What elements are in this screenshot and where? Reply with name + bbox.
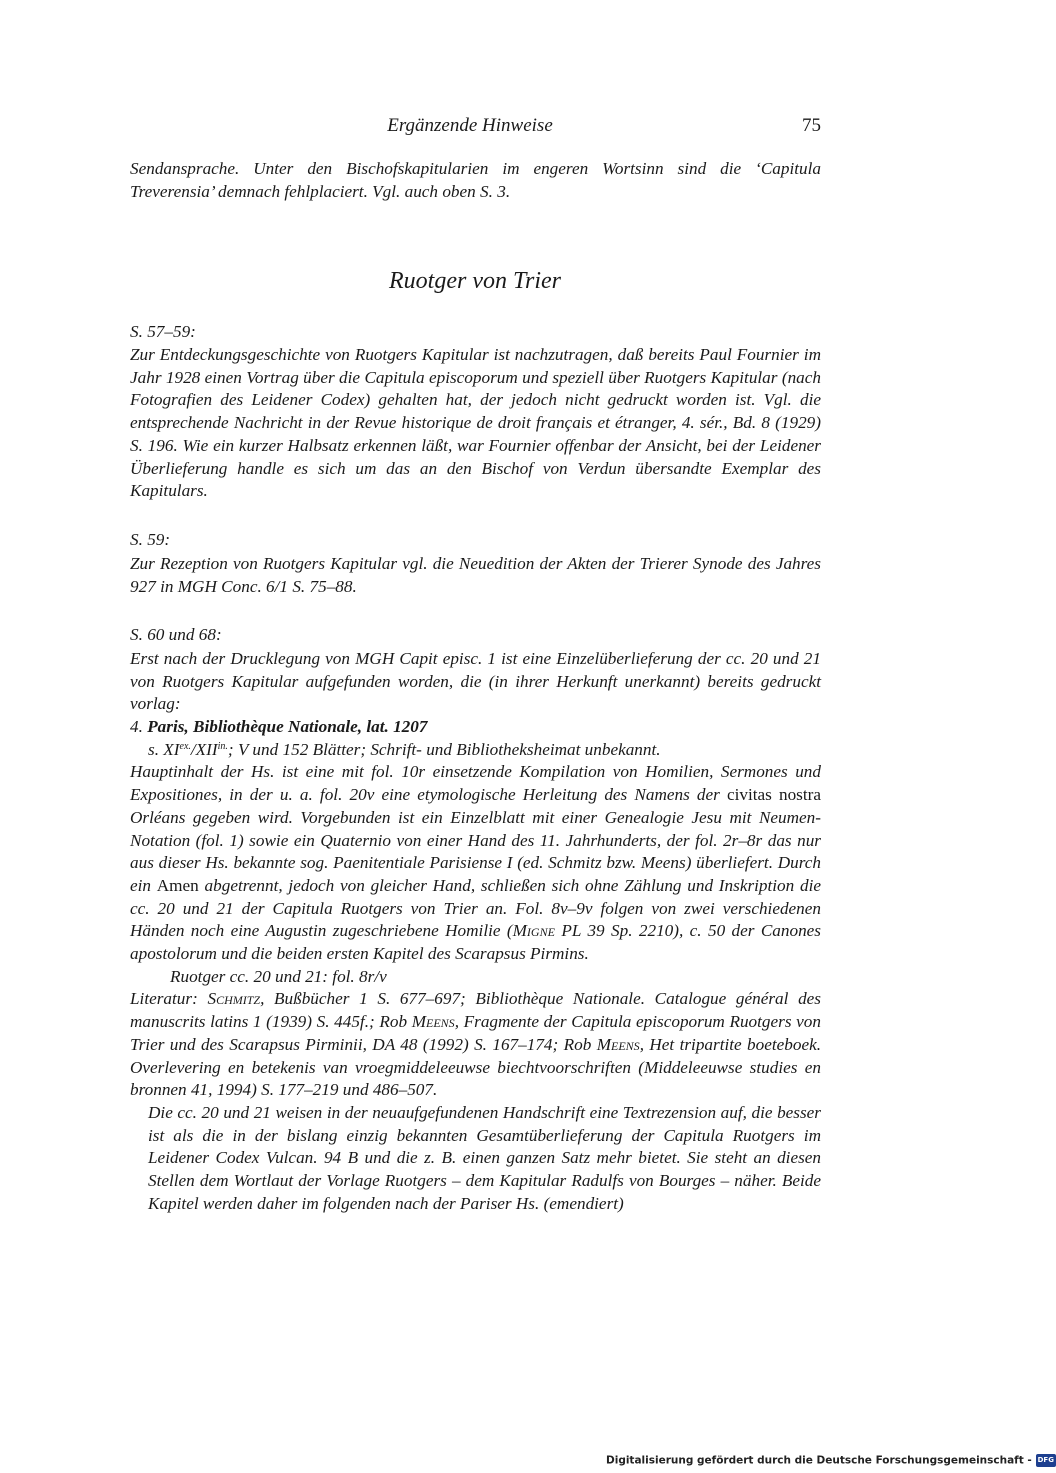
page-number: 75 [802,115,821,136]
date-rest: ; V und 152 Blätter; Schrift- und Bibliotheksheimat unbekannt. [227,739,661,759]
manuscript-content [130,761,821,965]
ruotger-folio-line: Ruotger cc. 20 und 21: fol. 8r/v [170,966,387,986]
manuscript-date [130,739,821,762]
lit-a: Literatur: [130,989,208,1009]
content-b: Orléans gegeben wird. Vorgebunden ist ein Einzelblatt mit einer Genealogie Jesu mit Neumen-Notation (fol. 1) sowie ein Quaternio von einer Hand des 11. Jahrhunderts, der fol. 2r–8r das nur aus dieser Hs. bekannte sog. Paenitentiale Parisiense I (ed. Schmitz bzw. Meens) überliefert. Durch ein [130,807,821,895]
content-a: Hauptinhalt der Hs. ist eine mit fol. 10r einsetzende Kompilation von Homilien, Sermones und Expositiones, in der u. a. fol. 20v eine etymologische Herleitung des Namens der [130,762,821,805]
author-schmitz: Schmitz [207,989,261,1009]
section-heading: Ruotger von Trier [389,268,561,294]
literature [130,988,821,1102]
entry-label: S. 59: [130,530,171,549]
content-c: abgetrennt, jedoch von gleicher Hand, schließen sich ohne Zählung und Inskription die cc. 20 und 21 der Capitula Ruotgers von Trier an. Fol. 8v–9v folgen von zwei verschiedenen Händen noch eine Augustin zugeschriebene Homilie ( [130,875,821,941]
entry-label: S. 60 und 68: [130,625,222,644]
date-mid: /XII [190,739,218,759]
entry-text: Zur Entdeckungsgeschichte von Ruotgers Kapitular ist nachzutragen, daß bereits Paul Fournier im Jahr 1928 einen Vortrag über die Capitula episcoporum und speziell über Ruotgers Kapitular (nach Fotografien des Leidener Codex) gehalten hat, der jedoch nicht gedruckt worden ist. Vgl. die entsprechende Nachricht in der Revue historique de droit français et étranger, 4. sér., Bd. 8 (1929) S. 196. Wie ein kurzer Halbsatz erkennen läßt, war Fournier offenbar der Ansicht, bei der Leidener Überlieferung handle es sich um das an den Bischof von Verdun übersandte Exemplar des Kapitulars. [130,345,821,501]
lit-c: , Fragmente der Capitula episcoporum Ruotgers von Trier und des Scarapsus Pirminii, DA 48 (1992) S. 167–174; Rob [130,1012,821,1054]
date-sup-ex: ex. [179,740,191,752]
running-header-title: Ergänzende Hinweise [387,115,553,136]
entry-text: Erst nach der Drucklegung von MGH Capit episc. 1 ist eine Einzelüberlieferung der cc. 20 und 21 von Ruotgers Kapitular aufgefunden worden, die (in ihrer Herkunft unerkannt) bereits gedruckt vorlag: [130,649,821,714]
date-sup-in: in. [217,740,228,752]
content-d: PL 39 Sp. 2210), c. 50 der Canones apostolorum und die beiden ersten Kapitel des Scarapsus Pirmins. [130,921,821,964]
closing-paragraph: Die cc. 20 und 21 weisen in der neuaufgefundenen Handschrift eine Textrezension auf, die besser ist als die in der bislang einzig bekannten Gesamtüberlieferung der Capitula Ruotgers im Leidener Codex Vulcan. 94 B und die z. B. einen ganzen Satz mehr bietet. Sie steht an diesen Stellen dem Wortlaut der Vorlage Ruotgers – dem Kapitular Radulfs von Bourges – näher. Beide Kapitel werden daher im folgenden nach der Pariser Hs. (emendiert) [148,1102,821,1213]
content-amen: Amen [156,875,199,895]
date-prefix: s. XI [148,739,180,759]
author-meens: Meens [596,1034,640,1054]
manuscript-block [130,716,821,1215]
footer-text: Digitalisierung gefördert durch die Deutsche Forschungsgemeinschaft - [606,1454,1032,1467]
lit-d: , Het tripartite boeteboek. Overlevering en betekenis van vroegmiddeleeuwse biechtvoorschriften (Middeleeuwse studies en bronnen 41, 1994) S. 177–219 und 486–507. [130,1034,822,1100]
dfg-logo: DFG [1036,1454,1056,1467]
entry-text: Zur Rezeption von Ruotgers Kapitular vgl. die Neuedition der Akten der Trierer Synode des Jahres 927 in MGH Conc. 6/1 S. 75–88. [130,554,821,596]
manuscript-title [130,716,821,739]
manuscript-shelfmark: Paris, Bibliothèque Nationale, lat. 1207 [147,717,428,736]
author-meens: Meens [411,1012,455,1032]
digitization-credit [606,1454,1054,1470]
content-civitas: civitas nostra [726,785,822,805]
author-migne: Migne [512,921,555,941]
manuscript-number: 4. [130,717,143,736]
entry-label: S. 57–59: [130,322,196,341]
lit-b: , Bußbücher 1 S. 677–697; Bibliothèque Nationale. Catalogue général des manuscrits latins 1 (1939) S. 445f.; Rob [130,989,821,1032]
intro-paragraph: Sendansprache. Unter den Bischofskapitularien im engeren Wortsinn sind die ‘Capitula Treverensia’ demnach fehlplaciert. Vgl. auch oben S. 3. [130,159,821,201]
